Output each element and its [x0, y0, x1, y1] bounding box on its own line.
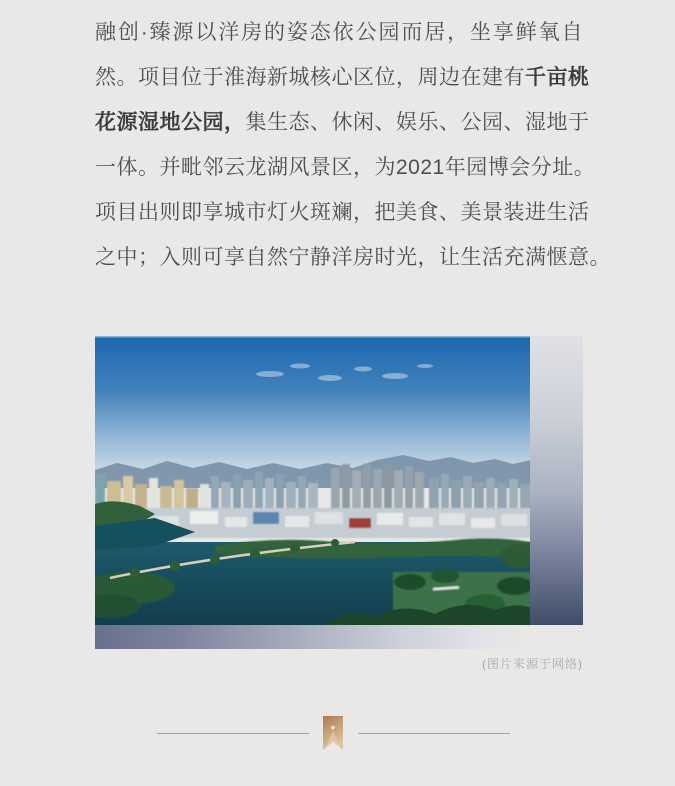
article-paragraph — [95, 10, 611, 280]
text-line — [95, 55, 590, 100]
text-segment: 集生态、休闲、娱乐、公园、湿地于 — [245, 111, 590, 134]
divider-line-right — [358, 733, 510, 734]
bookmark-icon — [323, 715, 343, 751]
city-lake-photo — [95, 336, 531, 625]
text-segment: 一体。并毗邻云龙湖风景区，为2021年园博会分址。 — [95, 156, 596, 179]
photo-right-gradient-strip — [530, 336, 583, 625]
text-segment-bold: 花源湿地公园， — [95, 111, 246, 134]
divider-line-left — [157, 733, 309, 734]
text-line — [95, 190, 590, 235]
text-line — [95, 100, 590, 145]
text-line — [95, 10, 583, 55]
text-segment: 项目出则即享城市灯火斑斓，把美食、美景装进生活 — [95, 201, 590, 224]
footer-divider — [157, 714, 510, 752]
photo-caption: (图片来源于网络) — [482, 657, 583, 671]
text-segment: 之中；入则可享自然宁静洋房时光，让生活充满惬意。 — [95, 246, 611, 269]
text-line — [95, 145, 596, 190]
photo-bottom-gradient-strip — [95, 625, 530, 649]
text-segment: 融创·臻源以洋房的姿态依公园而居，坐享鲜氧自 — [95, 21, 583, 44]
text-line — [95, 235, 611, 280]
photo-block — [95, 336, 531, 625]
text-segment: 然。项目位于淮海新城核心区位，周边在建有 — [95, 66, 525, 89]
text-segment-bold: 千亩桃 — [525, 66, 590, 89]
sun-dot-icon — [331, 726, 334, 729]
